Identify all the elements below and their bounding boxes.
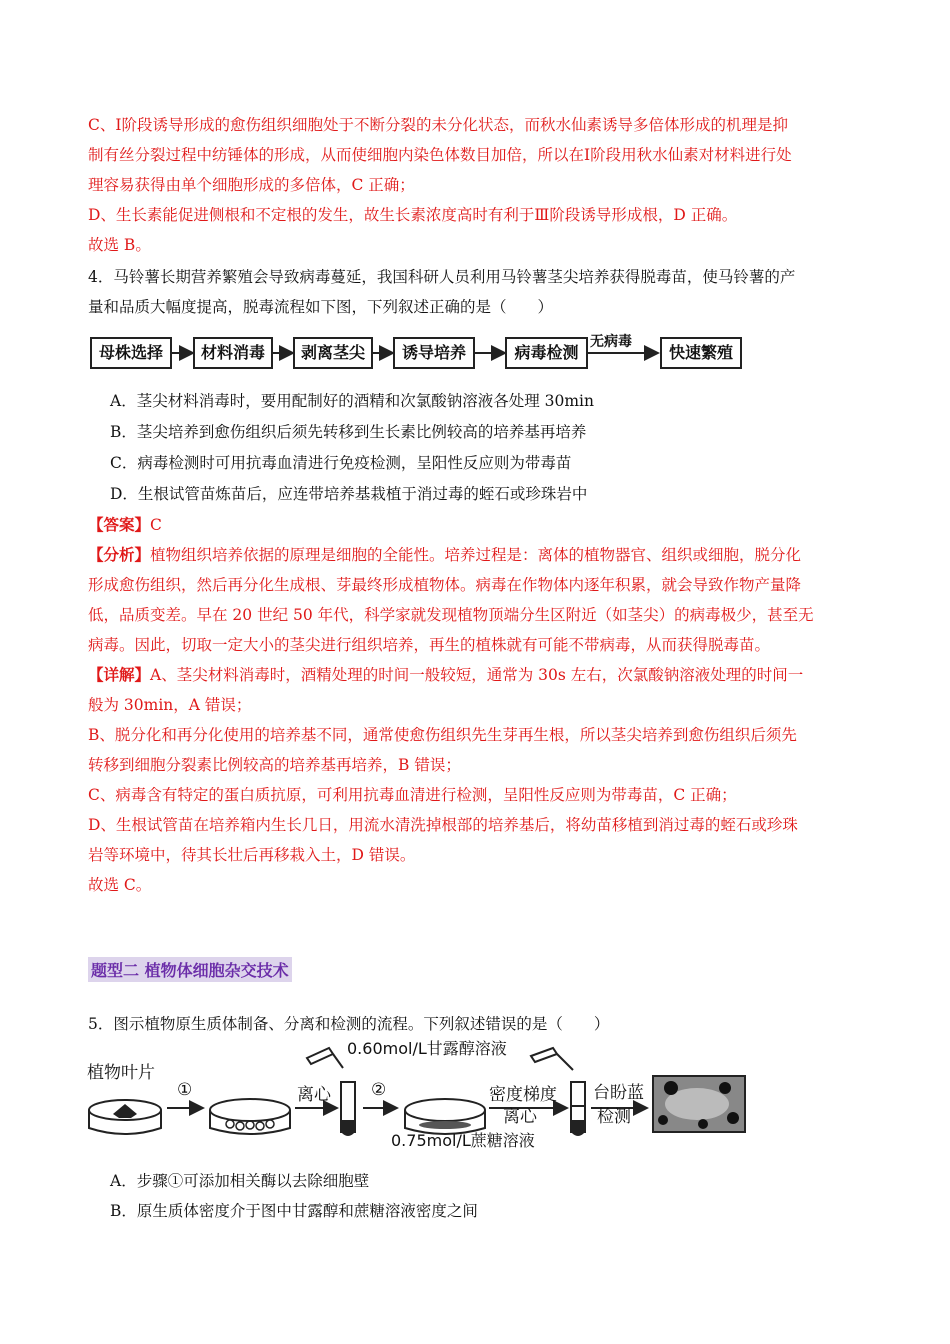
sucrose-label: 0.75mol/L蔗糖溶液: [391, 1131, 535, 1150]
q4-detail-line4: 转移到细胞分裂素比例较高的培养基再培养，B 错误；: [88, 756, 461, 774]
flow-step-4: 诱导培养: [393, 337, 475, 369]
q4-analysis-line4: 病毒。因此，切取一定大小的茎尖进行组织培养，再生的植株就有可能不带病毒，从而获得脱毒苗。: [88, 636, 771, 654]
q4-answer: [88, 514, 162, 536]
q4-analysis-line2: 形成愈伤组织，然后再分化生成根、芽最终形成植物体。病毒在作物体内逐年积累，就会导致作物产量降: [88, 576, 802, 594]
q4-option-a: A．茎尖材料消毒时，要用配制好的酒精和次氯酸钠溶液各处理 30min: [110, 392, 594, 410]
q3-option-c-line3: 理容易获得由单个细胞形成的多倍体，C 正确；: [88, 176, 415, 194]
q3-option-d: D、生长素能促进侧根和不定根的发生，故生长素浓度高时有利于Ⅲ阶段诱导形成根，D 正确。: [88, 206, 738, 224]
q3-option-c-line1: C、Ⅰ阶段诱导形成的愈伤组织细胞处于不断分裂的未分化状态，而秋水仙素诱导多倍体形成的机理是抑: [88, 116, 788, 134]
q4-detail-line2: 般为 30min，A 错误；: [88, 696, 252, 714]
flow-step-1: 母株选择: [90, 337, 172, 369]
q4-detail-line1: [88, 664, 803, 686]
q4-detail-line7: 岩等环境中，待其长壮后再移栽入土，D 错误。: [88, 846, 416, 864]
q4-detail-line5: C、病毒含有特定的蛋白质抗原，可利用抗毒血清进行检测，呈阳性反应则为带毒苗，C 正确；: [88, 786, 737, 804]
answer-tag: 【答案】: [88, 515, 151, 534]
q4-option-c: C．病毒检测时可用抗毒血清进行免疫检测，呈阳性反应则为带毒苗: [110, 454, 572, 472]
q4-analysis-line3: 低，品质变差。早在 20 世纪 50 年代，科学家就发现植物顶端分生区附近（如茎尖）的病毒极少，甚至无: [88, 606, 814, 624]
flow-step-5: 病毒检测: [505, 337, 588, 369]
q4-conclusion: 故选 C。: [88, 876, 152, 894]
q3-option-c-line2: 制有丝分裂过程中纺锤体的形成，从而使细胞内染色体数目加倍，所以在Ⅰ阶段用秋水仙素对材料进行处: [88, 146, 792, 164]
flow-step-2: 材料消毒: [193, 337, 273, 369]
analysis-tag: 【分析】: [88, 545, 151, 564]
detail-tag: 【详解】: [88, 665, 151, 684]
q5-stem: 5．图示植物原生质体制备、分离和检测的流程。下列叙述错误的是（ ）: [88, 1015, 610, 1033]
mannitol-label: 0.60mol/L甘露醇溶液: [347, 1039, 507, 1058]
section-heading: 题型二 植物体细胞杂交技术: [88, 957, 292, 982]
q4-flow-diagram: [90, 334, 750, 377]
q4-stem-line2: 量和品质大幅度提高，脱毒流程如下图，下列叙述正确的是（ ）: [88, 298, 554, 316]
step2-label: ②: [371, 1080, 387, 1100]
trypan-label: 台盼蓝: [593, 1083, 644, 1103]
gradient-label: 密度梯度: [489, 1085, 557, 1105]
q5-option-a: A．步骤①可添加相关酶以去除细胞壁: [110, 1172, 370, 1190]
detect-label: 检测: [597, 1107, 631, 1127]
flow-step-3: 剥离茎尖: [293, 337, 373, 369]
q4-detail-line3: B、脱分化和再分化使用的培养基不同，通常使愈伤组织先生芽再生根，所以茎尖培养到愈伤组织后须先: [88, 726, 797, 744]
q4-detail-line6: D、生根试管苗在培养箱内生长几日，用流水清洗掉根部的培养基后，将幼苗移植到消过毒的蛭石或珍珠: [88, 816, 798, 834]
step1-label: ①: [177, 1080, 193, 1100]
q4-analysis-line1: [88, 544, 801, 566]
q3-conclusion: 故选 B。: [88, 236, 151, 254]
leaf-label: 植物叶片: [87, 1063, 155, 1083]
flow-arrow-label: 无病毒: [590, 334, 632, 350]
flow-step-6: 快速繁殖: [660, 337, 742, 369]
analysis-text: 植物组织培养依据的原理是细胞的全能性。培养过程是：离体的植物器官、组织或细胞，脱分化: [150, 546, 802, 564]
q5-figure: [85, 1040, 765, 1150]
q5-option-b: B．原生质体密度介于图中甘露醇和蔗糖溶液密度之间: [110, 1202, 478, 1220]
answer-value: C: [150, 516, 162, 534]
q4-option-d: D．生根试管苗炼苗后，应连带培养基栽植于消过毒的蛭石或珍珠岩中: [110, 485, 588, 503]
q4-stem-line1: 4．马铃薯长期营养繁殖会导致病毒蔓延，我国科研人员利用马铃薯茎尖培养获得脱毒苗，使马铃薯的产: [88, 268, 796, 286]
centrifuge1-label: 离心: [297, 1085, 331, 1105]
q4-option-b: B．茎尖培养到愈伤组织后须先转移到生长素比例较高的培养基再培养: [110, 423, 587, 441]
detail-text: A、茎尖材料消毒时，酒精处理的时间一般较短，通常为 30s 左右，次氯酸钠溶液处理的时间一: [150, 666, 804, 684]
centrifuge2-label: 离心: [503, 1107, 537, 1127]
